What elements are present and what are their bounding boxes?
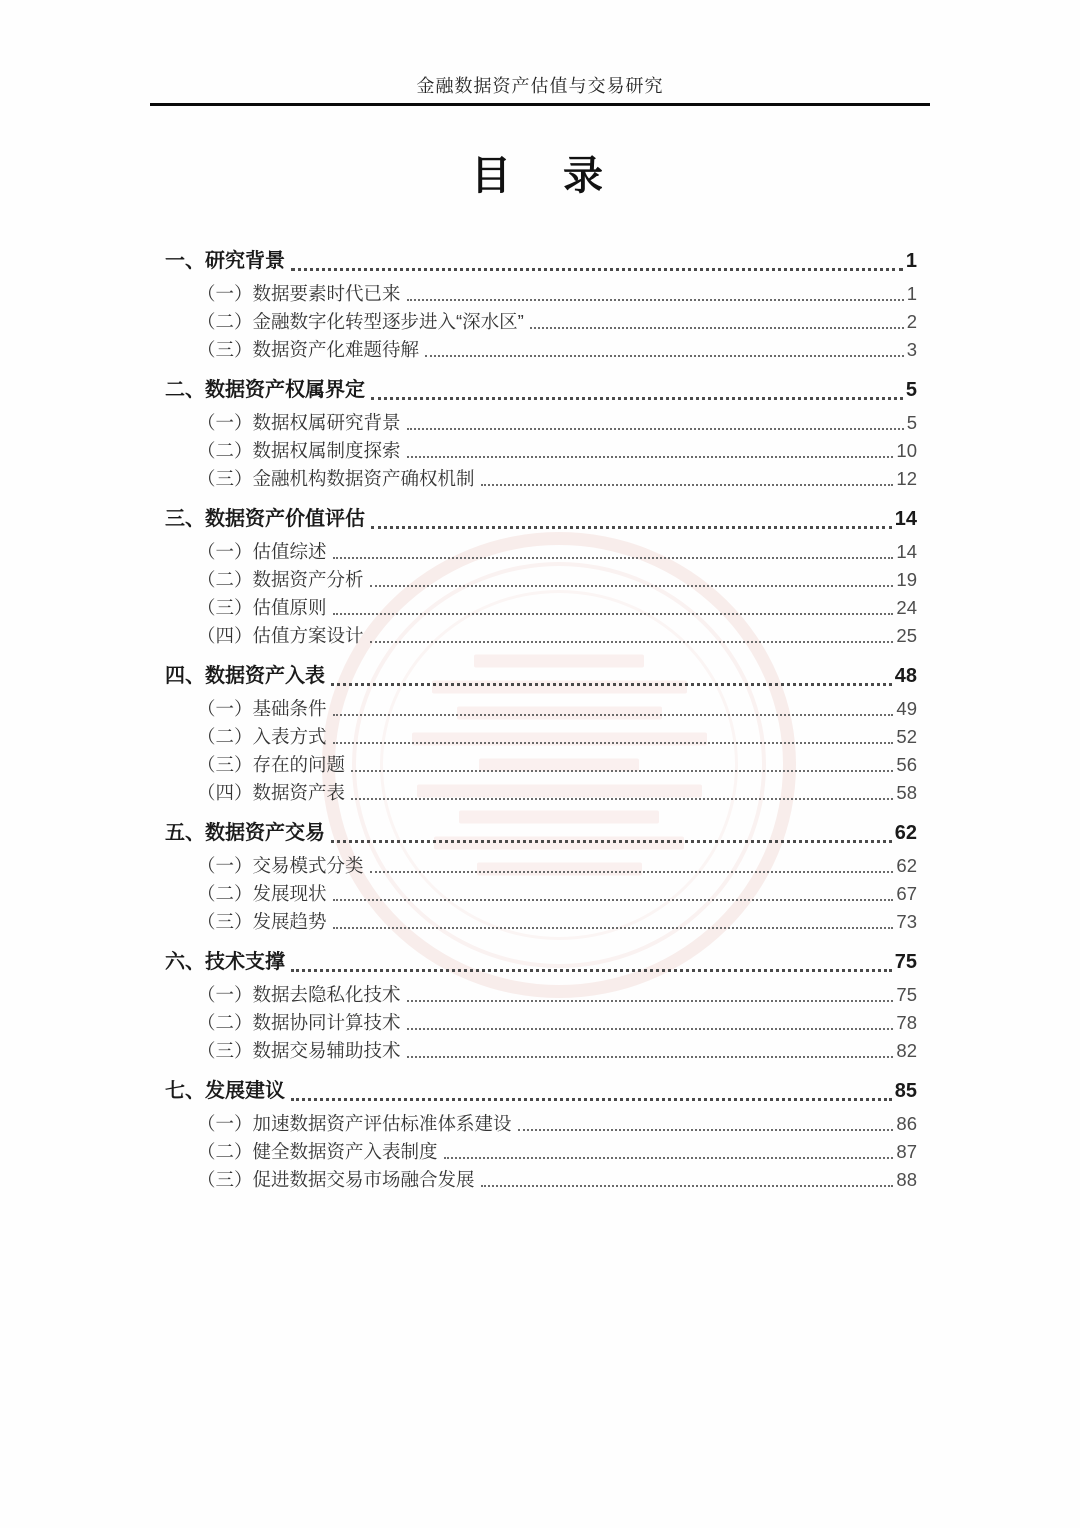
toc-item-label: （四）估值方案设计 — [197, 625, 364, 646]
toc-item-page-number: 5 — [906, 412, 917, 433]
toc-chapter-page-number: 14 — [894, 508, 917, 530]
toc-chapter-row[interactable] — [165, 819, 917, 847]
dot-leader — [481, 484, 894, 486]
dot-leader — [370, 871, 894, 873]
toc-chapter-row[interactable] — [165, 1077, 917, 1105]
toc-item-row[interactable] — [165, 1010, 917, 1035]
dot-leader — [407, 428, 904, 430]
toc-item-page-number: 3 — [906, 339, 917, 360]
toc-item-label: （三）数据交易辅助技术 — [197, 1040, 401, 1061]
dot-leader — [371, 397, 903, 400]
dot-leader — [333, 557, 894, 559]
toc-item-page-number: 12 — [896, 468, 917, 489]
toc-chapter-label: 五、数据资产交易 — [165, 822, 325, 844]
dot-leader — [331, 840, 892, 843]
toc-chapter-row[interactable] — [165, 376, 917, 404]
toc-item-page-number: 88 — [896, 1169, 917, 1190]
toc-item-label: （一）加速数据资产评估标准体系建设 — [197, 1113, 512, 1134]
toc-item-row[interactable] — [165, 909, 917, 934]
toc-item-page-number: 24 — [896, 597, 917, 618]
toc-item-label: （二）数据协同计算技术 — [197, 1012, 401, 1033]
toc-item-row[interactable] — [165, 853, 917, 878]
toc-item-row[interactable] — [165, 1111, 917, 1136]
dot-leader — [351, 798, 893, 800]
toc-chapter-label: 二、数据资产权属界定 — [165, 379, 365, 401]
toc-chapter-page-number: 5 — [905, 379, 917, 401]
toc-item-label: （三）存在的问题 — [197, 754, 346, 775]
dot-leader — [444, 1157, 894, 1159]
toc-chapter-page-number: 62 — [894, 822, 917, 844]
toc-item-row[interactable] — [165, 1038, 917, 1063]
toc-item-page-number: 67 — [896, 883, 917, 904]
toc-item-page-number: 49 — [896, 698, 917, 719]
dot-leader — [370, 585, 894, 587]
dot-leader — [407, 1056, 894, 1058]
toc-item-label: （三）促进数据交易市场融合发展 — [197, 1169, 475, 1190]
toc-item-page-number: 1 — [906, 283, 917, 304]
toc-item-label: （四）数据资产表 — [197, 782, 346, 803]
toc-item-page-number: 58 — [896, 782, 917, 803]
toc-item-row[interactable] — [165, 1167, 917, 1192]
toc-item-page-number: 25 — [896, 625, 917, 646]
running-header: 金融数据资产估值与交易研究 — [416, 76, 664, 96]
toc-item-page-number: 78 — [896, 1012, 917, 1033]
toc-item-page-number: 52 — [896, 726, 917, 747]
toc-item-label: （三）数据资产化难题待解 — [197, 339, 420, 360]
toc-chapter-page-number: 1 — [905, 250, 917, 272]
dot-leader — [425, 355, 904, 357]
dot-leader — [530, 327, 904, 329]
toc-item-label: （二）金融数字化转型逐步进入“深水区” — [197, 311, 524, 332]
dot-leader — [333, 613, 894, 615]
toc-item-page-number: 86 — [896, 1113, 917, 1134]
dot-leader — [481, 1185, 894, 1187]
dot-leader — [370, 641, 894, 643]
toc-item-page-number: 75 — [896, 984, 917, 1005]
toc-item-row[interactable] — [165, 1139, 917, 1164]
page-title: 目 录 — [471, 154, 609, 198]
toc-item-page-number: 62 — [896, 855, 917, 876]
dot-leader — [518, 1129, 894, 1131]
toc-item-row[interactable] — [165, 623, 917, 648]
toc-item-row[interactable] — [165, 982, 917, 1007]
toc-item-page-number: 10 — [896, 440, 917, 461]
toc-item-label: （二）数据资产分析 — [197, 569, 364, 590]
toc-chapter-label: 七、发展建议 — [165, 1080, 285, 1102]
toc-item-page-number: 19 — [896, 569, 917, 590]
toc-item-page-number: 82 — [896, 1040, 917, 1061]
toc-item-label: （一）数据去隐私化技术 — [197, 984, 401, 1005]
toc-item-page-number: 87 — [896, 1141, 917, 1162]
dot-leader — [407, 1028, 894, 1030]
dot-leader — [407, 299, 904, 301]
dot-leader — [291, 268, 903, 271]
dot-leader — [333, 714, 894, 716]
toc-item-row[interactable] — [165, 337, 917, 362]
toc-chapter-label: 三、数据资产价值评估 — [165, 508, 365, 530]
dot-leader — [333, 927, 894, 929]
toc-item-label: （二）数据权属制度探索 — [197, 440, 401, 461]
toc-item-label: （二）健全数据资产入表制度 — [197, 1141, 438, 1162]
toc-item-page-number: 73 — [896, 911, 917, 932]
dot-leader — [331, 683, 892, 686]
toc-item-label: （一）基础条件 — [197, 698, 327, 719]
toc-item-row[interactable] — [165, 410, 917, 435]
toc-chapter-page-number: 48 — [894, 665, 917, 687]
toc-item-label: （三）金融机构数据资产确权机制 — [197, 468, 475, 489]
toc-item-row[interactable] — [165, 881, 917, 906]
dot-leader — [407, 1000, 894, 1002]
toc-chapter-row[interactable] — [165, 662, 917, 690]
header-rule — [150, 103, 930, 106]
toc-item-row[interactable] — [165, 281, 917, 306]
dot-leader — [371, 526, 892, 529]
toc-item-label: （二）发展现状 — [197, 883, 327, 904]
toc-item-label: （三）估值原则 — [197, 597, 327, 618]
toc-item-row[interactable] — [165, 752, 917, 777]
toc-chapter-label: 四、数据资产入表 — [165, 665, 325, 687]
toc-item-row[interactable] — [165, 696, 917, 721]
toc-item-row[interactable] — [165, 567, 917, 592]
toc-item-row[interactable] — [165, 595, 917, 620]
toc-item-label: （一）数据要素时代已来 — [197, 283, 401, 304]
toc-chapter-label: 六、技术支撑 — [165, 951, 285, 973]
toc-chapter-row[interactable] — [165, 948, 917, 976]
toc-item-row[interactable] — [165, 438, 917, 463]
toc-chapter-page-number: 75 — [894, 951, 917, 973]
toc-item-page-number: 56 — [896, 754, 917, 775]
dot-leader — [291, 1098, 892, 1101]
dot-leader — [351, 770, 893, 772]
toc-chapter-row[interactable] — [165, 247, 917, 275]
toc-item-row[interactable] — [165, 466, 917, 491]
dot-leader — [333, 899, 894, 901]
toc-item-label: （二）入表方式 — [197, 726, 327, 747]
toc-item-page-number: 14 — [896, 541, 917, 562]
toc-item-row[interactable] — [165, 780, 917, 805]
toc-item-label: （一）估值综述 — [197, 541, 327, 562]
toc-item-row[interactable] — [165, 539, 917, 564]
toc-item-row[interactable] — [165, 309, 917, 334]
toc-item-page-number: 2 — [906, 311, 917, 332]
dot-leader — [333, 742, 894, 744]
toc-item-label: （一）数据权属研究背景 — [197, 412, 401, 433]
dot-leader — [291, 969, 892, 972]
toc-chapter-page-number: 85 — [894, 1080, 917, 1102]
dot-leader — [407, 456, 894, 458]
toc-item-label: （一）交易模式分类 — [197, 855, 364, 876]
table-of-contents — [165, 247, 917, 1192]
toc-item-row[interactable] — [165, 724, 917, 749]
toc-item-label: （三）发展趋势 — [197, 911, 327, 932]
toc-chapter-row[interactable] — [165, 505, 917, 533]
toc-chapter-label: 一、研究背景 — [165, 250, 285, 272]
